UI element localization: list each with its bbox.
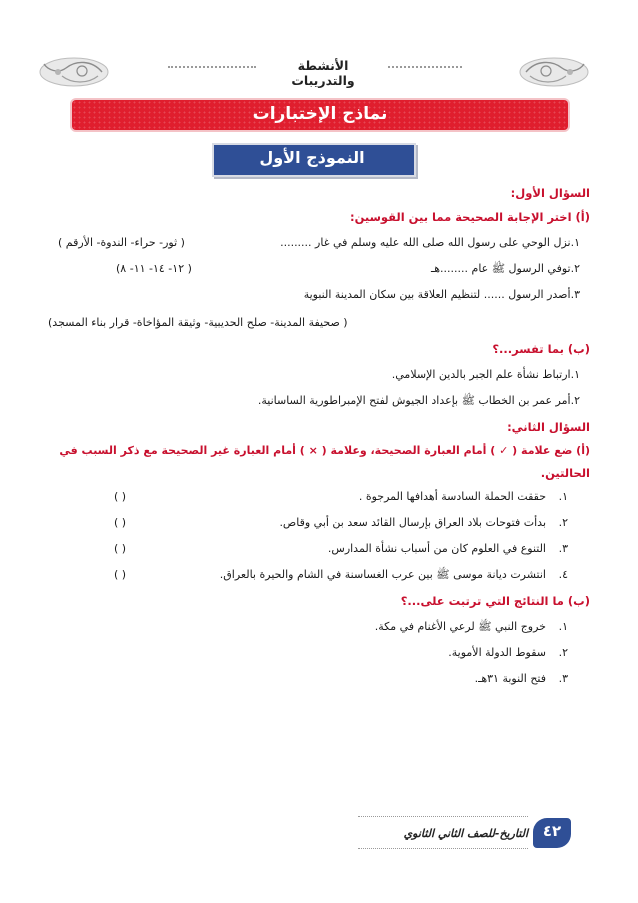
q2-item-1-num: ١.	[558, 490, 568, 503]
q1-item-3: ٣.أصدر الرسول ...... لتنظيم العلاقة بين سكان المدينة النبوية	[303, 288, 580, 301]
q2-item-3-num: ٣.	[558, 542, 568, 555]
page-number: ٤٢	[542, 822, 562, 840]
q2-heading: السؤال الثاني:	[507, 420, 590, 434]
q2-item-1: حققت الحملة السادسة أهدافها المرجوة .	[358, 490, 546, 503]
q2-item-3-answer-box[interactable]: ( )	[114, 542, 127, 555]
q2-item-4: انتشرت ديانة موسى ﷺ بين عرب الغساسنة في الشام والحيرة بالعراق.	[219, 568, 546, 581]
q2-item-2-answer-box[interactable]: ( )	[114, 516, 127, 529]
q2-part-b-item-1: خروج النبي ﷺ لرعي الأغنام في مكة.	[374, 620, 546, 633]
footer-book-title: التاريخ-للصف الثاني الثانوي	[403, 827, 528, 840]
q1-heading: السؤال الأول:	[510, 186, 590, 200]
q2-part-b-item-2-num: ٢.	[558, 646, 568, 659]
q2-part-b-item-3: فتح النوبة ٣١هـ.	[474, 672, 546, 685]
q2-part-b-item-1-num: ١.	[558, 620, 568, 633]
q1-item-2-choices: ( ١٢- ١٤- ١١- ٨)	[116, 262, 192, 275]
footer-dotted-rule-bottom	[358, 848, 528, 849]
q1-part-a-heading: (أ) اختر الإجابة الصحيحة مما بين القوسين:	[349, 210, 590, 224]
q1-item-2: ٢.توفي الرسول ﷺ عام ........هـ	[431, 262, 580, 275]
header-ornament-left-icon	[38, 54, 138, 90]
q1-part-b-item-2: ٢.أمر عمر بن الخطاب ﷺ بإعداد الجيوش لفتح الإمبراطورية الساسانية.	[257, 394, 580, 407]
q2-item-2-num: ٢.	[558, 516, 568, 529]
q2-item-4-num: ٤.	[558, 568, 568, 581]
q2-part-b-heading: (ب) ما النتائج التي ترتبت على...؟	[400, 594, 590, 608]
q1-item-3-choices: ( صحيفة المدينة- صلح الحديبية- وثيقة المؤاخاة- قرار بناء المسجد)	[48, 316, 348, 329]
header-ornament-right-icon	[490, 54, 590, 90]
model-title: النموذج الأول	[259, 148, 365, 167]
q2-item-4-answer-box[interactable]: ( )	[114, 568, 127, 581]
q1-part-b-heading: (ب) بما تفسر...؟	[492, 342, 590, 356]
q2-part-a-heading-line2: الحالتين.	[540, 466, 590, 480]
header-title: الأنشطة والتدريبات	[291, 58, 355, 88]
q1-item-1: ١.نزل الوحي على رسول الله صلى الله عليه وسلم في غار .........	[280, 236, 580, 249]
header-dotted-rule-right	[388, 66, 462, 68]
q2-part-b-item-2: سقوط الدولة الأموية.	[448, 646, 546, 659]
banner-title: نماذج الإختبارات	[252, 104, 388, 124]
q1-item-1-choices: ( ثور- حراء- الندوة- الأرقم )	[58, 236, 185, 249]
footer-dotted-rule-top	[358, 816, 528, 817]
q2-part-b-item-3-num: ٣.	[558, 672, 568, 685]
q1-part-b-item-1: ١.ارتباط نشأة علم الجبر بالدين الإسلامي.	[391, 368, 580, 381]
header-dotted-rule-left	[168, 66, 256, 68]
q2-item-3: التنوع في العلوم كان من أسباب نشأة المدارس.	[327, 542, 546, 555]
q2-part-a-heading-line1: (أ) ضع علامة ( ✓ ) أمام العبارة الصحيحة، وعلامة ( × ) أمام العبارة غير الصحيحة مع ذكر السبب في	[59, 444, 590, 457]
q2-item-1-answer-box[interactable]: ( )	[114, 490, 127, 503]
q2-item-2: بدأت فتوحات بلاد العراق بإرسال القائد سعد بن أبي وقاص.	[279, 516, 546, 529]
